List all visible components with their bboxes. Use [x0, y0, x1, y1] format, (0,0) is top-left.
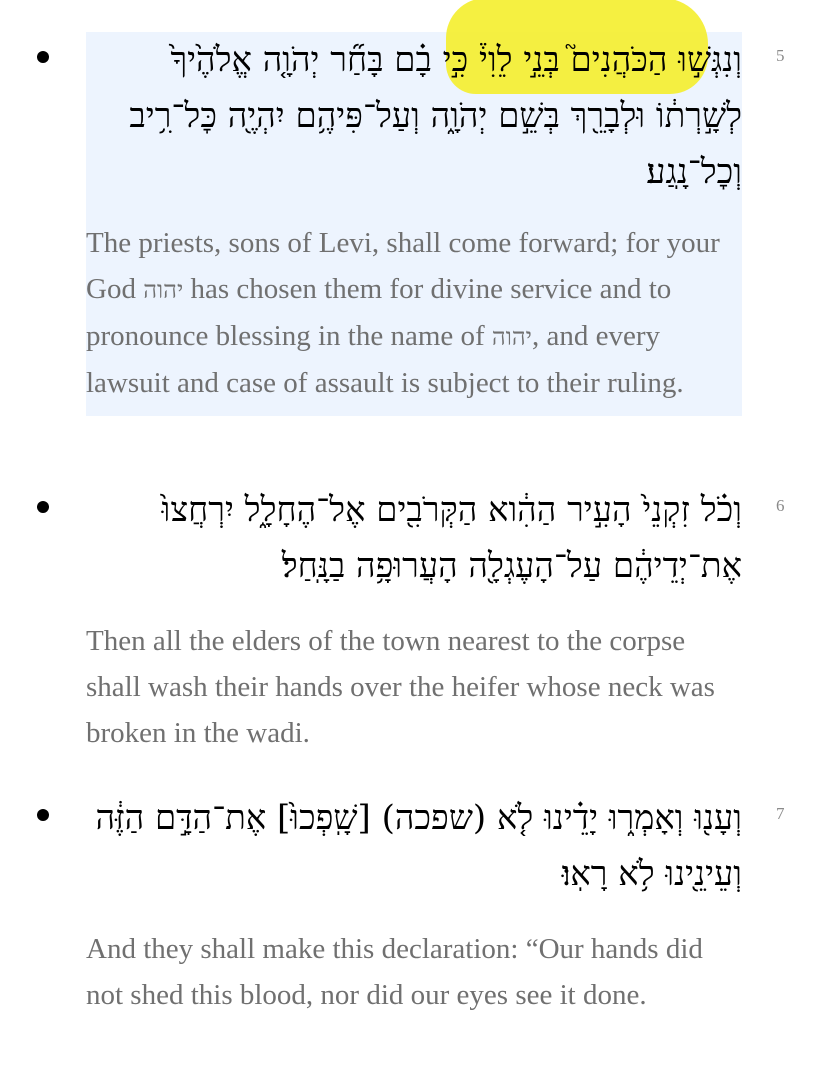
verse-body[interactable] — [86, 482, 742, 756]
bullet-icon — [37, 809, 49, 821]
english-segment: The priests, sons of Levi, shall come forward; for your God — [86, 227, 720, 305]
english-translation[interactable]: Then all the elders of the town nearest to the corpse shall wash their hands over the heifer whose neck was broken in the wadi. — [86, 625, 715, 749]
divine-name: יהוה — [491, 323, 532, 351]
verse-number: 6 — [776, 496, 785, 515]
english-translation[interactable] — [86, 220, 742, 406]
divine-name: יהוה — [143, 276, 184, 304]
verse-number: 7 — [776, 804, 785, 823]
hebrew-text[interactable] — [86, 32, 742, 200]
bullet-icon — [37, 51, 49, 63]
bullet-icon — [37, 501, 49, 513]
verse-body-selected[interactable] — [86, 32, 742, 416]
english-segment: has chosen them for divine service and to pronounce blessing in the name of — [86, 273, 672, 352]
hebrew-verse-text: וְנִגְּשׁ֣וּ הַכֹּהֲנִים֮ בְּנֵ֣י לֵוִי֒ כִּ֣י בָ֗ם בָּחַ֞ר יְהֹוָ֤ה אֱלֹהֶ֙יךָ֙ לְשָׁ֣רְת֔וֹ וּלְבָרֵ֖ךְ בְּשֵׁ֣ם יְהֹוָ֑ה וְעַל־פִּיהֶ֥ם יִהְיֶ֖ה כׇּל־רִ֥יב וְכׇל־נָֽגַע׃ — [129, 40, 742, 192]
verse-number: 5 — [776, 46, 785, 65]
english-translation[interactable]: And they shall make this declaration: “Our hands did not shed this blood, nor did our eyes see it done. — [86, 933, 703, 1011]
verse-body[interactable] — [86, 790, 742, 1018]
hebrew-text[interactable]: וְעָנ֖וּ וְאָמְר֑וּ יָדֵ֗ינוּ לֹ֤א (שפכה) [שָֽׁפְכוּ֙] אֶת־הַדָּ֣ם הַזֶּ֔ה וְעֵינֵ֖ינוּ לֹ֥א רָאֽוּ׃ — [95, 798, 742, 894]
english-segment: , and every lawsuit and case of assault is subject to their ruling. — [86, 320, 684, 399]
hebrew-text[interactable]: וְכֹ֗ל זִקְנֵי֙ הָעִ֣יר הַהִ֔וא הַקְּרֹבִ֖ים אֶל־הֶחָלָ֑ל יִרְחֲצוּ֙ אֶת־יְדֵיהֶ֔ם עַל־הָעֶגְלָ֖ה הָעֲרוּפָ֥ה בַנָּֽחַל׃ — [161, 490, 742, 586]
